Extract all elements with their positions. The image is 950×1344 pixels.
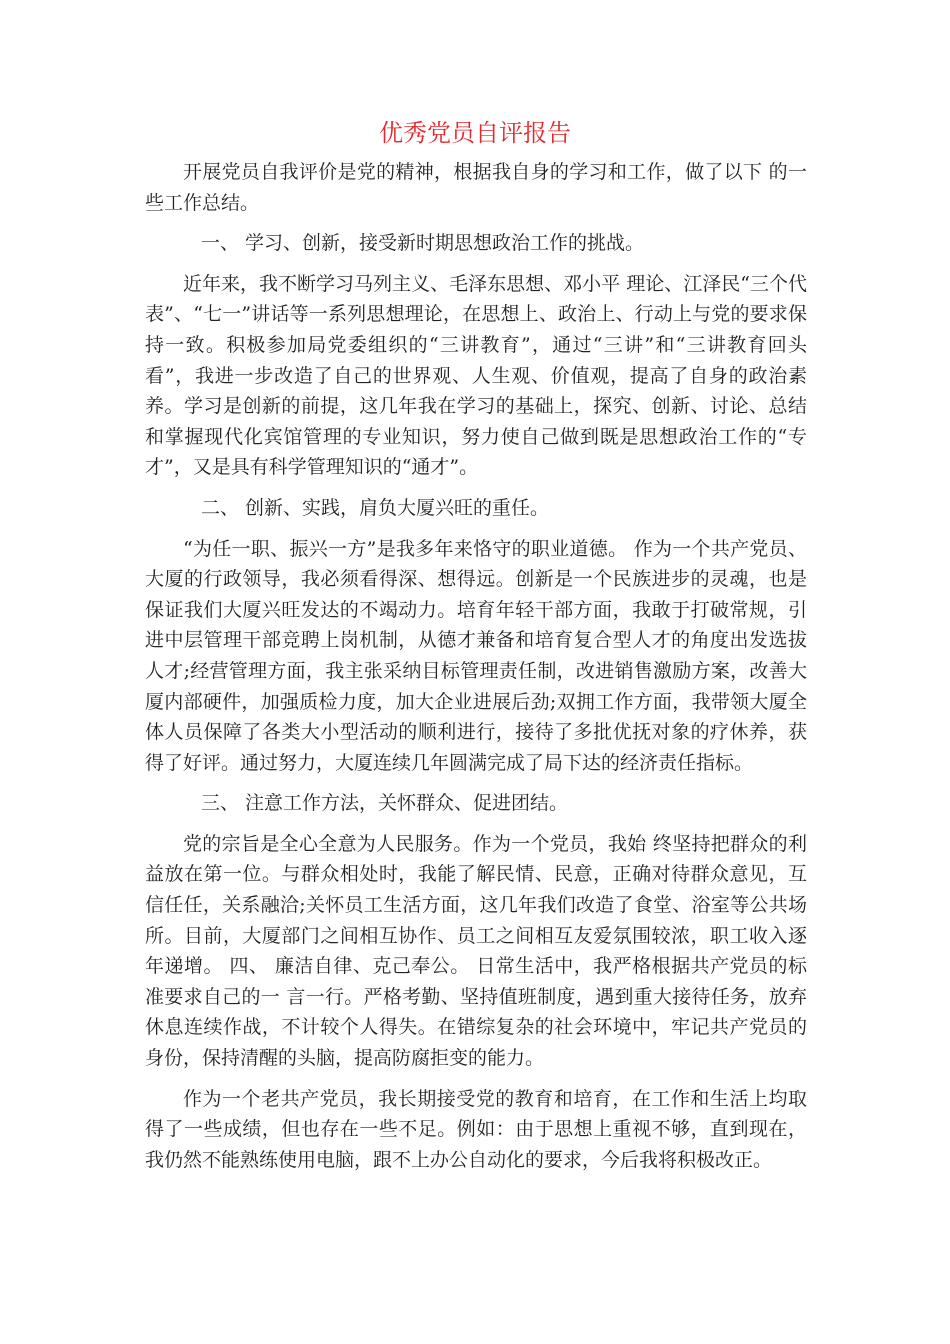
document-title: 优秀党员自评报告 [379, 119, 571, 147]
section-heading-2: 二、 创新、实践，肩负大厦兴旺的重任。 [201, 496, 550, 519]
section-3-paragraph: 党的宗旨是全心全意为人民服务。作为一个党员，我始 终坚持把群众的利益放在第一位。与群众相处时，我能了解民情、民意，正确对待群众意见，互信任任，关系融洽;关怀员工生活方面，这几年我们改造了食堂、浴室等公共场所。目前，大厦部门之间相互协作、员工之间相互友爱氛围较浓，职工收入逐年递增。 四、 廉洁自律、克己奉公。 日常生活中，我严格根据共产党员的标准要求自己的一 言一行。严格考勤、坚持值班制度，遇到重大接待任务，放弃休息连续作战，不计较个人得失。在错综复杂的社会环境中，牢记共产党员的身份，保持清醒的头脑，提高防腐拒变的能力。 [145, 832, 807, 1070]
closing-paragraph: 作为一个老共产党员，我长期接受党的教育和培育，在工作和生活上均取得了一些成绩，但也存在一些不足。例如：由于思想上重视不够，直到现在，我仍然不能熟练使用电脑，跟不上办公自动化的要求，今后我将积极改正。 [145, 1087, 807, 1171]
section-1-paragraph: 近年来，我不断学习马列主义、毛泽东思想、邓小平 理论、江泽民“三个代表”、“七一”讲话等一系列思想理论，在思想上、政治上、行动上与党的要求保持一致。积极参加局党委组织的“三讲教育”，通过“三讲”和“三讲教育回头看”，我进一步改造了自己的世界观、人生观、价值观，提高了自身的政治素养。学习是创新的前提，这几年我在学习的基础上，探究、创新、讨论、总结和掌握现代化宾馆管理的专业知识，努力使自己做到既是思想政治工作的“专才”，又是具有科学管理知识的“通才”。 [145, 272, 807, 479]
section-heading-1: 一、 学习、创新，接受新时期思想政治工作的挑战。 [201, 232, 645, 255]
document-body [145, 157, 807, 1175]
section-2-paragraph: “为任一职、振兴一方”是我多年来恪守的职业道德。 作为一个共产党员、大厦的行政领导，我必须看得深、想得远。创新是一个民族进步的灵魂，也是保证我们大厦兴旺发达的不竭动力。培育年轻干部方面，我敢于打破常规，引进中层管理干部竞聘上岗机制，从德才兼备和培育复合型人才的角度出发选拔人才;经营管理方面，我主张采纳目标管理责任制，改进销售激励方案，改善大厦内部硬件，加强质检力度，加大企业进展后劲;双拥工作方面，我带领大厦全体人员保障了各类大小型活动的顺利进行，接待了多批优抚对象的疗休养，获得了好评。通过努力，大厦连续几年圆满完成了局下达的经济责任指标。 [145, 537, 807, 774]
section-heading-3: 三、 注意工作方法，关怀群众、促进团结。 [201, 792, 569, 815]
intro-paragraph: 开展党员自我评价是党的精神，根据我自身的学习和工作，做了以下 的一些工作总结。 [145, 161, 807, 214]
